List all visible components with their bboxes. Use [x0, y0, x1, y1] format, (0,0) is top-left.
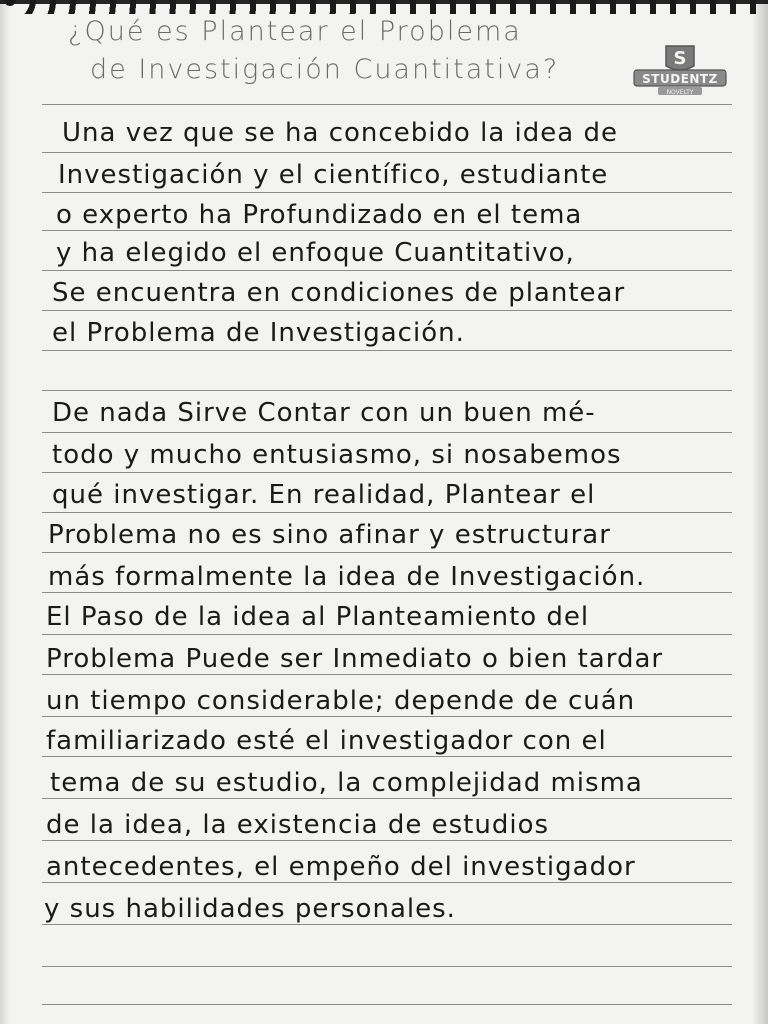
text-line: El Paso de la idea al Planteamiento del	[46, 602, 590, 632]
ruled-line	[42, 592, 732, 593]
text-line: y sus habilidades personales.	[44, 894, 456, 924]
ruled-line	[42, 882, 732, 883]
ruled-line	[42, 634, 732, 635]
ruled-line	[42, 152, 732, 153]
text-line: un tiempo considerable; depende de cuán	[46, 686, 636, 716]
text-line: todo y mucho entusiasmo, si nosabemos	[52, 440, 622, 470]
text-line: familiarizado esté el investigador con el	[46, 726, 607, 756]
ruled-line	[42, 192, 732, 193]
text-line: De nada Sirve Contar con un buen mé-	[52, 398, 596, 428]
ruled-line	[42, 512, 732, 513]
studentz-logo-icon	[630, 42, 730, 102]
text-line: tema de su estudio, la complejidad misma	[50, 768, 643, 798]
ruled-line	[42, 230, 732, 231]
logo-letter: S	[673, 48, 687, 69]
left-edge-shadow	[0, 0, 10, 1024]
text-line: más formalmente la idea de Investigación.	[48, 562, 646, 592]
ruled-line	[42, 472, 732, 473]
ruled-line	[42, 924, 732, 925]
ruled-line	[42, 350, 732, 351]
text-line: o experto ha Profundizado en el tema	[56, 200, 583, 230]
text-line: antecedentes, el empeño del investigador	[46, 852, 636, 882]
text-line: de la idea, la existencia de estudios	[46, 810, 550, 840]
right-edge-shadow	[752, 0, 768, 1024]
ruled-line	[42, 270, 732, 271]
text-line: Investigación y el científico, estudiante	[58, 160, 609, 190]
logo-subtitle: NOVELTY	[666, 89, 694, 96]
ruled-line	[42, 104, 732, 105]
ruled-line	[42, 390, 732, 391]
text-line: qué investigar. En realidad, Plantear el	[52, 480, 596, 510]
ruled-line	[42, 966, 732, 967]
ruled-line	[42, 552, 732, 553]
text-line: Una vez que se ha concebido la idea de	[62, 118, 618, 148]
page-title-line-1: ¿Qué es Plantear el Problema	[68, 16, 522, 47]
ruled-line	[42, 798, 732, 799]
text-line: Problema no es sino afinar y estructurar	[48, 520, 611, 550]
page-title-line-2: de Investigación Cuantitativa?	[90, 54, 560, 85]
ruled-line	[42, 840, 732, 841]
ruled-line	[42, 674, 732, 675]
text-line: el Problema de Investigación.	[52, 318, 465, 348]
ruled-line	[42, 756, 732, 757]
text-line: Problema Puede ser Inmediato o bien tardar	[46, 644, 664, 674]
ruled-line	[42, 716, 732, 717]
text-line: y ha elegido el enfoque Cuantitativo,	[56, 238, 575, 268]
binding-holes	[0, 0, 768, 14]
ruled-line	[42, 310, 732, 311]
ruled-line	[42, 432, 732, 433]
ruled-line	[42, 1004, 732, 1005]
logo-brand: STUDENTZ	[642, 72, 718, 86]
text-line: Se encuentra en condiciones de plantear	[52, 278, 626, 308]
